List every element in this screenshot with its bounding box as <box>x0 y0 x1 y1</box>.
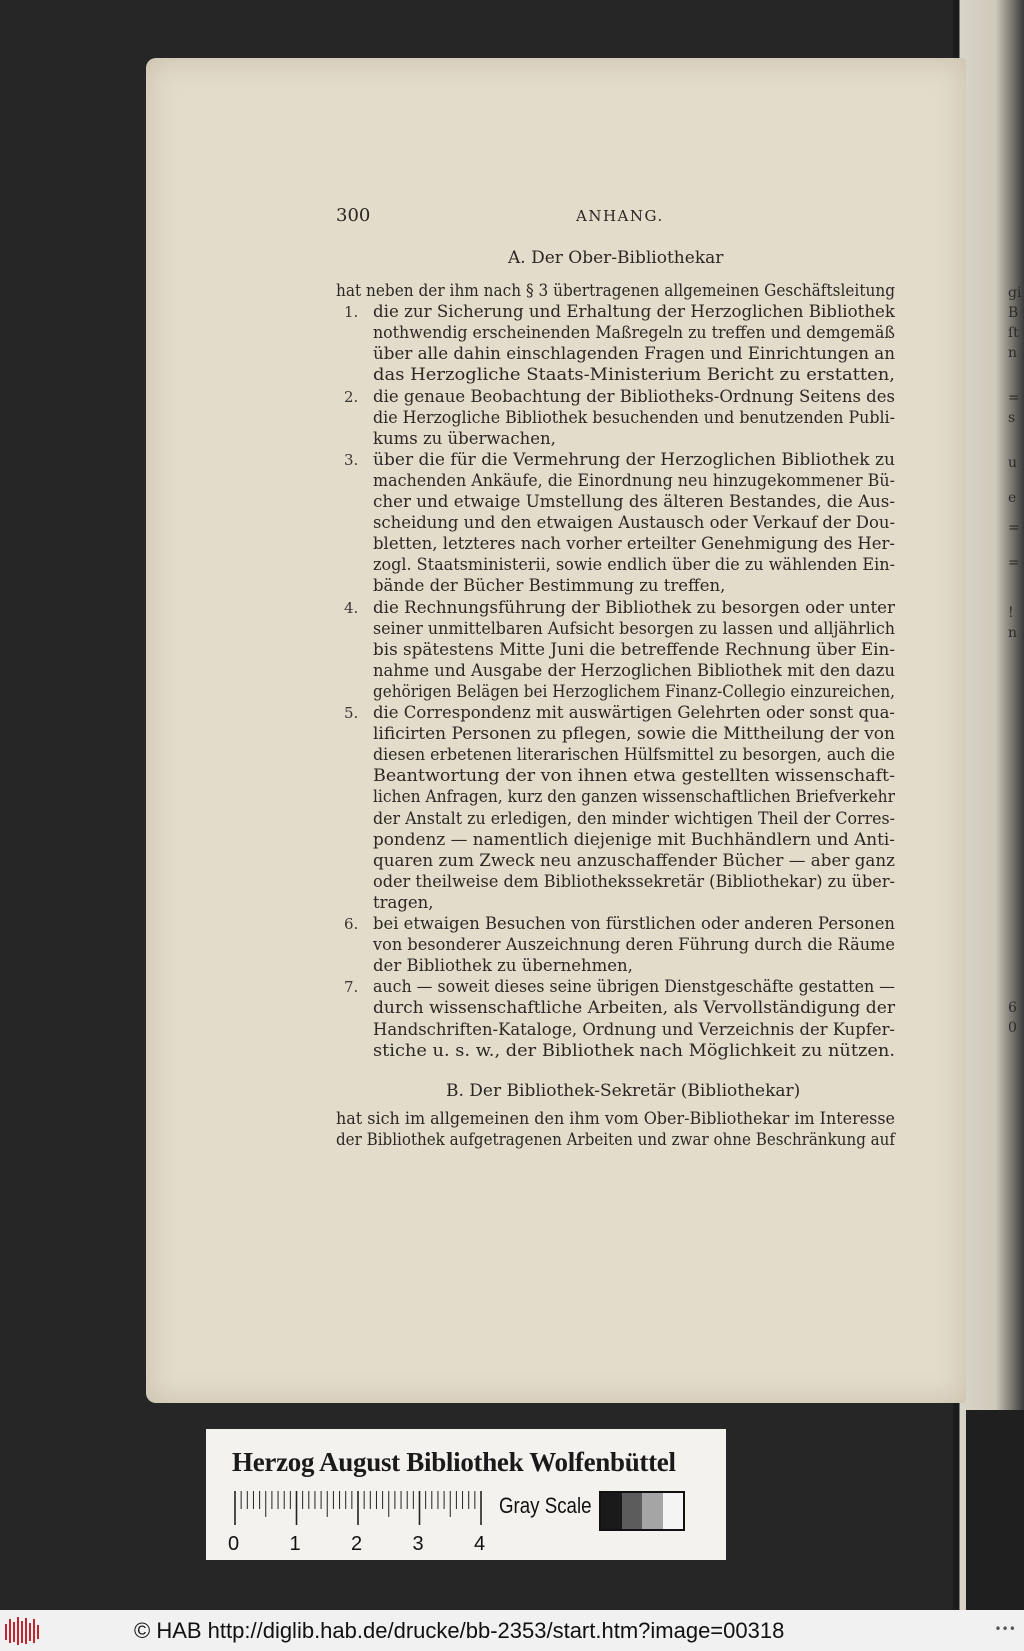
grayscale-bar <box>599 1491 685 1531</box>
text-line: hat sich im allgemeinen den ihm vom Ober-Bibliothekar im Interesse <box>336 1109 895 1128</box>
text-line: machenden Ankäufe, die Einordnung neu hinzugekommener Bü- <box>373 470 895 490</box>
text-line: scheidung und den etwaigen Austausch oder Verkauf der Dou- <box>373 513 895 533</box>
item-number: 3. <box>344 450 359 469</box>
text-line: seiner unmittelbaren Aufsicht besorgen zu lassen und alljährlich <box>373 618 895 638</box>
text-line: tragen, <box>373 892 434 912</box>
text-line: die Herzogliche Bibliothek besuchenden und benutzenden Publi- <box>373 407 895 427</box>
ruler-ticks <box>234 1491 486 1525</box>
adjacent-page-glyph: = <box>1008 555 1020 571</box>
text-line: der Bibliothek aufgetragenen Arbeiten und zwar ohne Beschränkung auf <box>336 1130 895 1150</box>
text-line: die Rechnungsführung der Bibliothek zu besorgen oder unter <box>373 597 895 617</box>
text-line: cher und etwaige Umstellung des älteren Bestandes, die Aus- <box>373 492 895 511</box>
page-number: 300 <box>336 205 371 226</box>
adjacent-page-glyph: ſt <box>1008 325 1019 341</box>
grayscale-swatch <box>622 1493 643 1529</box>
library-name: Herzog August Bibliothek Wolfenbüttel <box>232 1447 676 1477</box>
page-header <box>336 205 896 231</box>
footer-url[interactable]: © HAB http://diglib.hab.de/drucke/bb-2353/start.htm?image=00318 <box>134 1618 785 1643</box>
item-number: 5. <box>344 704 359 722</box>
item-number: 7. <box>344 978 359 997</box>
ruler-label: 0 <box>228 1533 240 1555</box>
scale-card <box>206 1429 726 1560</box>
item-number: 4. <box>344 598 359 617</box>
text-line: das Herzogliche Staats-Ministerium Bericht zu erstatten, <box>373 365 895 385</box>
ruler-label: 2 <box>351 1533 363 1555</box>
text-line: der Bibliothek zu übernehmen, <box>373 956 633 976</box>
text-line: oder theilweise dem Bibliothekssekretär (Bibliothekar) zu über- <box>373 871 895 891</box>
text-line: zogl. Staatsministerii, sowie endlich über die zu wählenden Ein- <box>373 555 895 575</box>
grayscale-swatch <box>663 1493 684 1529</box>
adjacent-page-glyph: = <box>1008 520 1020 536</box>
adjacent-page-glyph: 6 <box>1008 1000 1017 1016</box>
adjacent-page-glyph: = <box>1008 390 1020 406</box>
text-line: die Correspondenz mit auswärtigen Gelehrten oder sonst qua- <box>373 703 895 722</box>
text-line: bis spätestens Mitte Juni die betreffende Rechnung über Ein- <box>373 639 895 659</box>
text-line: Beantwortung der von ihnen etwa gestellten wissenschaft- <box>373 766 895 786</box>
text-line: hat neben der ihm nach § 3 übertragenen allgemeinen Geschäftsleitung <box>336 281 895 300</box>
text-line: über die für die Vermehrung der Herzoglichen Bibliothek zu <box>373 449 895 469</box>
text-line: von besonderer Auszeichnung deren Führung durch die Räume <box>373 935 895 955</box>
grayscale-label: Gray Scale <box>499 1493 592 1518</box>
running-head: ANHANG. <box>576 207 664 225</box>
text-line: diesen erbetenen literarischen Hülfsmittel zu besorgen, auch die <box>373 745 895 765</box>
item-number: 2. <box>344 387 359 406</box>
text-line: bände der Bücher Bestimmung zu treffen, <box>373 576 726 596</box>
adjacent-page-glyph: gi <box>1008 285 1022 301</box>
text-line: durch wissenschaftliche Arbeiten, als Vervollständigung der <box>373 998 895 1018</box>
text-line: nothwendig erscheinenden Maßregeln zu treffen und demgemäß <box>373 323 895 343</box>
adjacent-page-glyph: n <box>1008 345 1018 361</box>
text-line: auch — soweit dieses seine übrigen Dienstgeschäfte gestatten — <box>373 977 895 997</box>
adjacent-page-glyph: e <box>1008 490 1017 506</box>
adjacent-page-glyph: B <box>1008 305 1019 321</box>
grayscale-swatch <box>642 1493 663 1529</box>
background-gap <box>966 1410 1024 1610</box>
text-line: quaren zum Zweck neu anzuschaffender Bücher — aber ganz <box>373 850 895 870</box>
text-line: bei etwaigen Besuchen von fürstlichen oder anderen Personen <box>373 914 895 933</box>
adjacent-page-glyph: s <box>1008 410 1016 426</box>
text-line: die zur Sicherung und Erhaltung der Herzoglichen Bibliothek <box>373 302 895 322</box>
hab-logo-icon <box>4 1616 44 1646</box>
text-line: lificirten Personen zu pflegen, sowie die Mittheilung der von <box>373 724 895 744</box>
section-a-title: A. Der Ober-Bibliothekar <box>508 248 724 268</box>
text-line: kums zu überwachen, <box>373 428 556 448</box>
item-number: 6. <box>344 915 359 933</box>
item-number: 1. <box>344 303 359 322</box>
text-line: bletten, letzteres nach vorher erteilter Genehmigung des Her- <box>373 534 895 554</box>
text-line: stiche u. s. w., der Bibliothek nach Möglichkeit zu nützen. <box>373 1040 895 1060</box>
adjacent-page-glyph: 0 <box>1008 1020 1017 1036</box>
adjacent-page-glyph: n <box>1008 625 1018 641</box>
text-line: über alle dahin einschlagenden Fragen und Einrichtungen an <box>373 344 895 364</box>
text-line: nahme und Ausgabe der Herzoglichen Bibliothek mit den dazu <box>373 660 895 680</box>
text-line: die genaue Beobachtung der Bibliotheks-Ordnung Seitens des <box>373 386 895 406</box>
footer-bar <box>0 1610 1024 1651</box>
text-line: der Anstalt zu erledigen, den minder wichtigen Theil der Corres- <box>373 808 895 828</box>
text-line: lichen Anfragen, kurz den ganzen wissenschaftlichen Briefverkehr <box>373 787 895 807</box>
ruler-label: 4 <box>474 1533 486 1555</box>
adjacent-page-glyph: ! <box>1008 605 1014 621</box>
section-b-title: B. Der Bibliothek-Sekretär (Bibliothekar) <box>446 1081 801 1101</box>
grayscale-swatch <box>601 1493 622 1529</box>
text-line: gehörigen Belägen bei Herzoglichem Finanz-Collegio einzureichen, <box>373 681 895 701</box>
text-line: Handschriften-Kataloge, Ordnung und Verzeichnis der Kupfer- <box>373 1019 895 1039</box>
adjacent-page-glyph: u <box>1008 455 1018 471</box>
ruler-label: 3 <box>412 1533 424 1555</box>
ruler-label: 1 <box>289 1533 301 1555</box>
text-line: pondenz — namentlich diejenige mit Buchhändlern und Anti- <box>373 829 895 849</box>
footer-dots: ••• <box>994 1622 1016 1636</box>
